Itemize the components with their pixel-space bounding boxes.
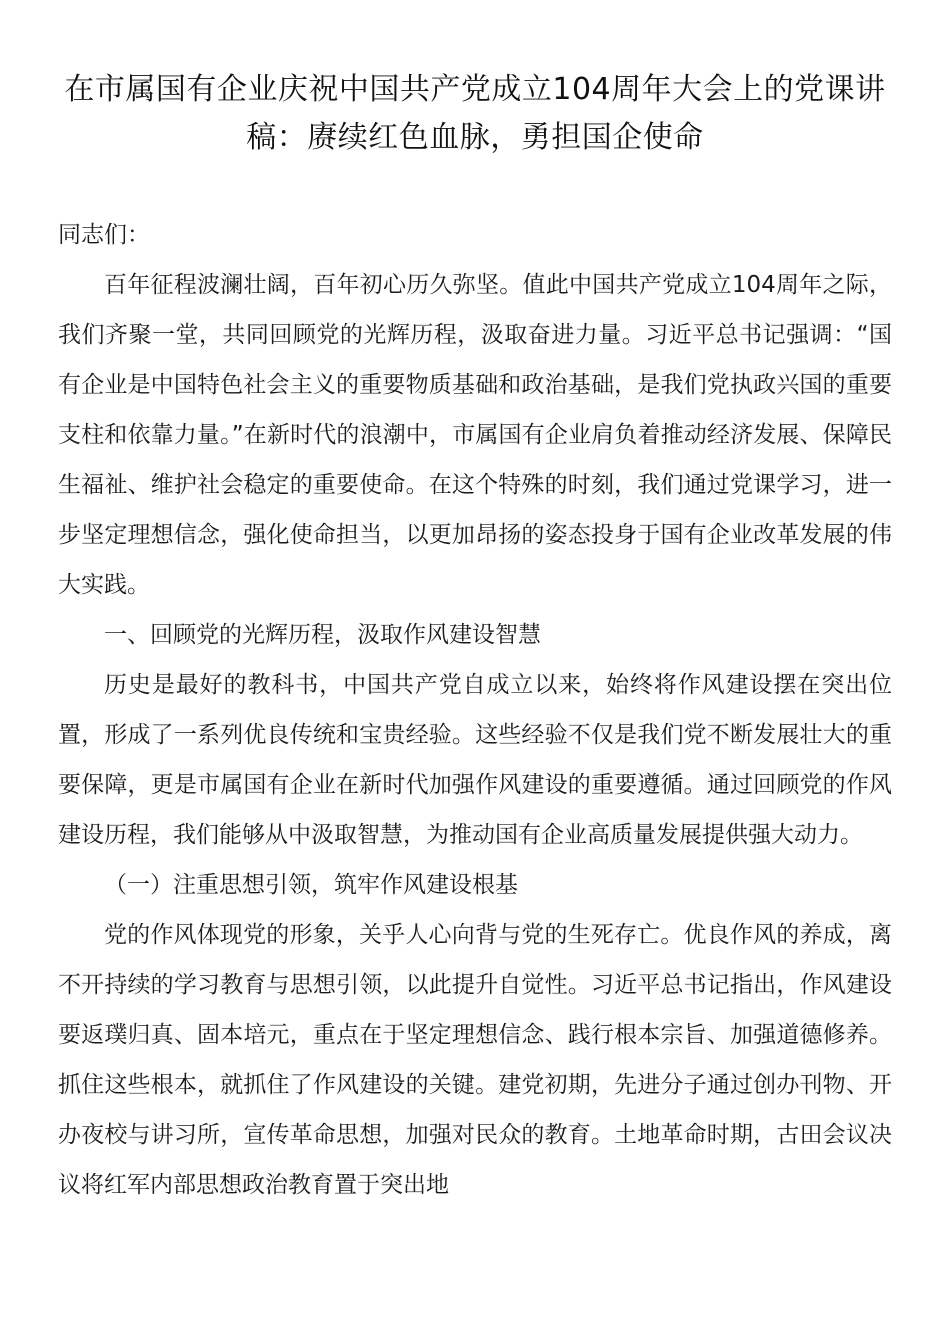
document-body <box>58 210 892 1210</box>
subsection-1-paragraph: 党的作风体现党的形象，关乎人心向背与党的生死存亡。优良作风的养成，离不开持续的学习教育与思想引领，以此提升自觉性。习近平总书记指出，作风建设要返璞归真、固本培元，重点在于坚定理想信念、践行根本宗旨、加强道德修养。抓住这些根本，就抓住了作风建设的关键。建党初期，先进分子通过创办刊物、开办夜校与讲习所，宣传革命思想，加强对民众的教育。土地革命时期，古田会议决议将红军内部思想政治教育置于突出地 <box>58 922 892 1198</box>
section-heading-1: 一、回顾党的光辉历程，汲取作风建设智慧 <box>104 622 541 648</box>
document-page <box>58 66 892 1210</box>
intro-paragraph: 百年征程波澜壮阔，百年初心历久弥坚。值此中国共产党成立104周年之际，我们齐聚一堂，共同回顾党的光辉历程，汲取奋进力量。习近平总书记强调：“国有企业是中国特色社会主义的重要物质基础和政治基础，是我们党执政兴国的重要支柱和依靠力量。”在新时代的浪潮中，市属国有企业肩负着推动经济发展、保障民生福祉、维护社会稳定的重要使命。在这个特殊的时刻，我们通过党课学习，进一步坚定理想信念，强化使命担当，以更加昂扬的姿态投身于国有企业改革发展的伟大实践。 <box>58 272 892 598</box>
document-title: 在市属国有企业庆祝中国共产党成立104周年大会上的党课讲稿：赓续红色血脉，勇担国企使命 <box>64 72 886 155</box>
section-1-paragraph: 历史是最好的教科书，中国共产党自成立以来，始终将作风建设摆在突出位置，形成了一系列优良传统和宝贵经验。这些经验不仅是我们党不断发展壮大的重要保障，更是市属国有企业在新时代加强作风建设的重要遵循。通过回顾党的作风建设历程，我们能够从中汲取智慧，为推动国有企业高质量发展提供强大动力。 <box>58 672 892 848</box>
subsection-heading-1: （一）注重思想引领，筑牢作风建设根基 <box>104 872 518 898</box>
salutation: 同志们： <box>58 222 150 248</box>
